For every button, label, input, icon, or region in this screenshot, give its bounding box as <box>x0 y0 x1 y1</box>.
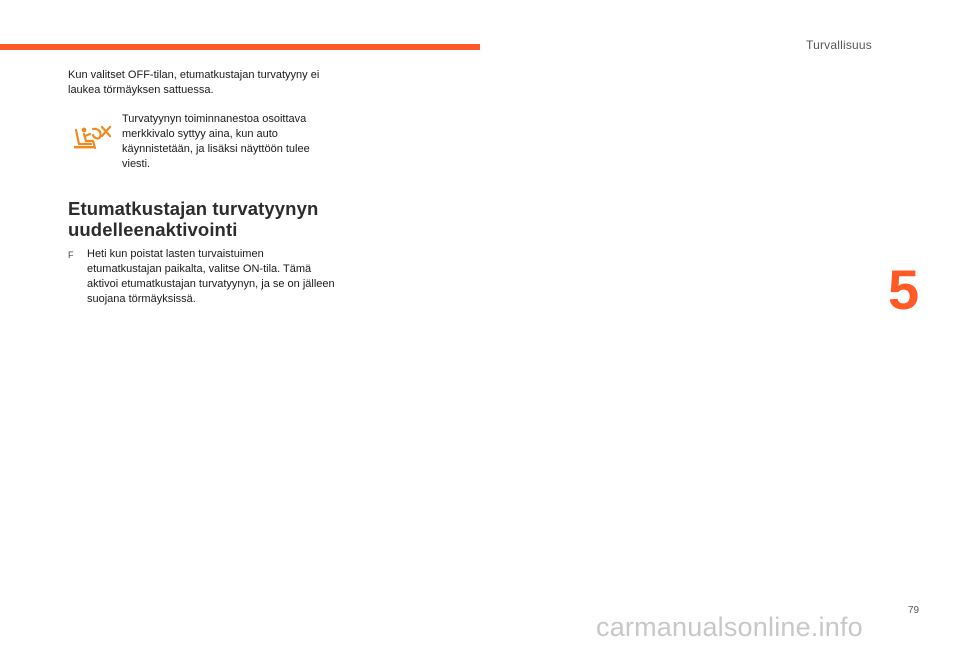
passenger-airbag-off-warning-icon <box>71 124 113 154</box>
page-number: 79 <box>908 605 920 616</box>
bullet-marker: F <box>68 250 74 260</box>
warning-light-note: Turvatyynyn toiminnanestoa osoittava merkkivalo syttyy aina, kun auto käynnistetään, ja lisäksi näyttöön tulee viesti. <box>122 113 310 170</box>
bullet-text: Heti kun poistat lasten turvaistuimen etumatkustajan paikalta, valitse ON-tila. Tämä aktivoi etumatkustajan turvatyynyn, ja se on jälleen suojana törmäyksissä. <box>87 248 335 305</box>
list-item <box>68 247 338 307</box>
section-heading-line-1: Etumatkustajan turvatyynyn <box>68 198 319 219</box>
chapter-number: 5 <box>888 258 920 321</box>
section-title: Turvallisuus <box>806 38 872 52</box>
intro-paragraph: Kun valitset OFF-tilan, etumatkustajan turvatyyny ei laukea törmäyksen sattuessa. <box>68 69 320 96</box>
section-heading-line-2: uudelleenaktivointi <box>68 219 238 240</box>
section-heading <box>68 198 348 240</box>
watermark: carmanualsonline.info <box>596 612 863 642</box>
header-accent-bar <box>0 44 480 50</box>
